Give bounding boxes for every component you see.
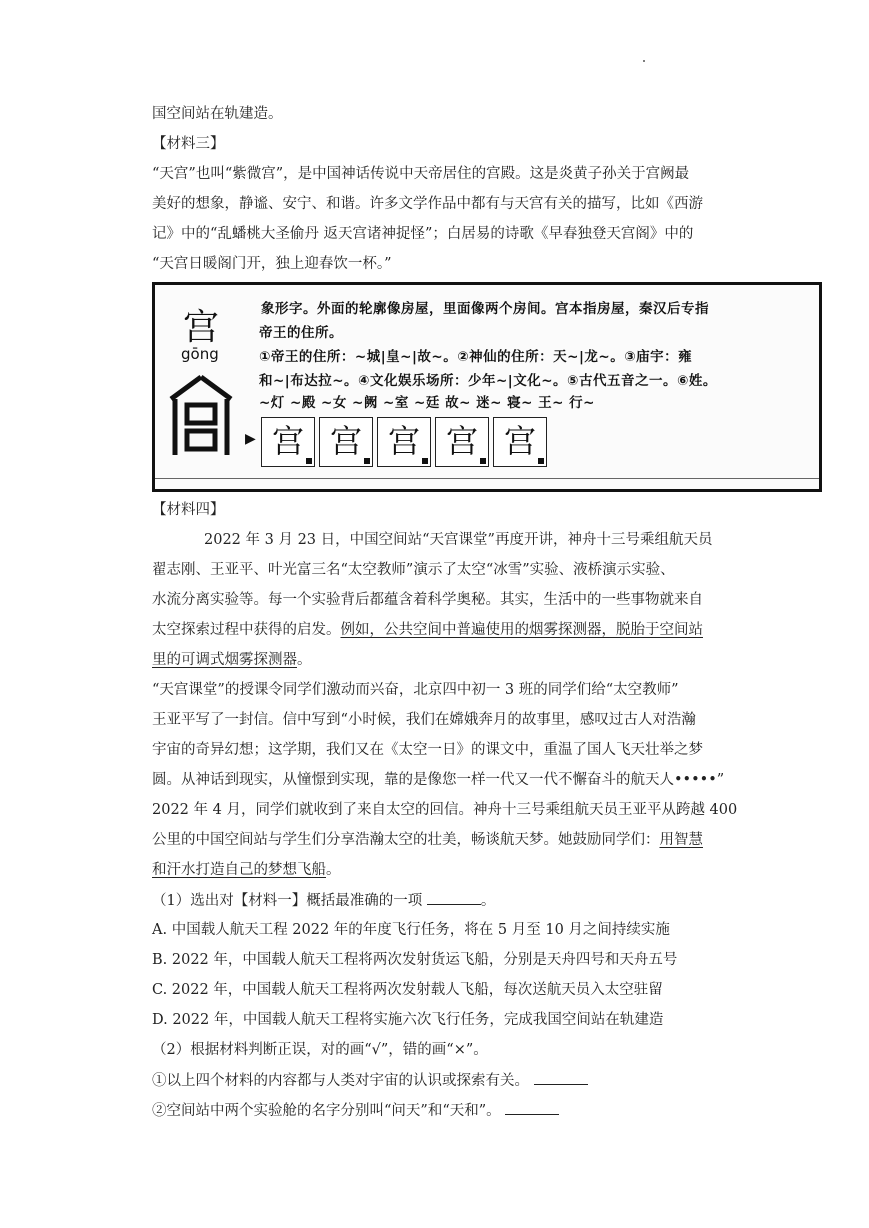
material4-line: 太空探索过程中获得的启发。例如，公共空间中普遍使用的烟雾探测器，脱胎于空间站 [152, 622, 703, 638]
material3-line: “天宫”也叫“紫微宫”，是中国神话传说中天帝居住的宫殿。这是炎黄子孙关于宫阙最 [152, 166, 690, 182]
page-mark [643, 60, 645, 62]
material4-heading: 【材料四】 [152, 502, 225, 518]
question-2-item: ①以上四个材料的内容都与人类对宇宙的认识或探索有关。 [152, 1070, 588, 1091]
material4-line: 2022 年 3 月 23 日，中国空间站“天宫课堂”再度开讲，神舟十三号乘组航天员 [204, 532, 713, 548]
ancient-palace-glyph-icon [165, 373, 237, 459]
material4-line: 和汗水打造自己的梦想飞船。 [152, 862, 341, 878]
material4-line: 公里的中国空间站与学生们分享浩瀚太空的壮美，畅谈航天梦。她鼓励同学们：用智慧 [152, 832, 703, 848]
material3-heading: 【材料三】 [152, 136, 225, 152]
option-a: A. 中国载人航天工程 2022 年的年度飞行任务，将在 5 月至 10 月之间持续实施 [152, 922, 670, 938]
material4-line: 翟志刚、王亚平、叶光富三名“太空教师”演示了太空“冰雪”实验、液桥演示实验、 [152, 562, 675, 578]
dictionary-definition: 象形字。外面的轮廓像房屋，里面像两个房间。宫本指房屋，秦汉后专指 [261, 301, 709, 317]
dictionary-meanings: ①帝王的住所：~城|皇~|故~。②神仙的住所：天~|龙~。③庙宇：雍 [259, 349, 693, 365]
glyph-evolution-stage: 宫 [261, 417, 315, 467]
answer-blank[interactable] [534, 1070, 588, 1085]
material4-line: 水流分离实验等。每一个实验背后都蕴含着科学奥秘。其实，生活中的一些事物就来自 [152, 592, 703, 608]
question-2-prompt: （2）根据材料判断正误，对的画“√”，错的画“×”。 [152, 1042, 488, 1058]
dictionary-meanings: 和~|布达拉~。④文化娱乐场所：少年~|文化~。⑤古代五音之一。⑥姓。 [259, 373, 717, 389]
dictionary-character: 宫 [183, 307, 220, 348]
material3-line: “天宫日暖阁门开，独上迎春饮一杯。” [152, 256, 392, 272]
continued-text: 国空间站在轨建造。 [152, 106, 283, 122]
material4-line: 王亚平写了一封信。信中写到“小时候，我们在嫦娥奔月的故事里，感叹过古人对浩瀚 [152, 712, 696, 728]
material4-line: 宇宙的奇异幻想；这学期，我们又在《太空一日》的课文中，重温了国人飞天壮举之梦 [152, 742, 703, 758]
material3-line: 美好的想象，静谧、安宁、和谐。许多文学作品中都有与天宫有关的描写，比如《西游 [152, 196, 703, 212]
material4-line: 里的可调式烟雾探测器。 [152, 652, 312, 668]
underlined-sentence: 和汗水打造自己的梦想飞船 [152, 862, 326, 878]
glyph-evolution-stage: 宫 [319, 417, 373, 467]
answer-blank[interactable] [427, 890, 481, 905]
glyph-evolution-stage: 宫 [493, 417, 547, 467]
glyph-evolution-stage: 宫 [435, 417, 489, 467]
underlined-sentence: 用智慧 [659, 832, 703, 848]
underlined-sentence: 里的可调式烟雾探测器 [152, 652, 297, 668]
material4-line: 2022 年 4 月，同学们就收到了来自太空的回信。神舟十三号乘组航天员王亚平从跨越 400 [152, 802, 738, 818]
question-2-item: ②空间站中两个实验舱的名字分别叫“问天”和“天和”。 [152, 1100, 559, 1121]
material4-line: 圆。从神话到现实，从憧憬到实现，靠的是像您一样一代又一代不懈奋斗的航天人•••••” [152, 772, 725, 788]
underlined-sentence: 例如，公共空间中普遍使用的烟雾探测器，脱胎于空间站 [340, 622, 703, 638]
question-1-prompt: （1）选出对【材料一】概括最准确的一项 。 [152, 890, 495, 911]
material4-line: “天宫课堂”的授课令同学们激动而兴奋，北京四中初一 3 班的同学们给“太空教师” [152, 682, 679, 698]
glyph-evolution-stage: 宫 [377, 417, 431, 467]
dictionary-entry-image [152, 282, 822, 492]
dictionary-compounds: ~灯 ~殿 ~女 ~阙 ~室 ~廷 故~ 迷~ 寝~ 王~ 行~ [259, 395, 595, 411]
image-bottom-border [155, 478, 819, 489]
material3-line: 记》中的“乱蟠桃大圣偷丹 返天宫诸神捉怪”；白居易的诗歌《早春独登天宫阁》中的 [152, 226, 694, 242]
dictionary-pinyin: gōng [181, 345, 219, 363]
option-d: D. 2022 年，中国载人航天工程将实施六次飞行任务，完成我国空间站在轨建造 [152, 1012, 664, 1028]
answer-blank[interactable] [505, 1100, 559, 1115]
option-c: C. 2022 年，中国载人航天工程将两次发射载人飞船，每次送航天员入太空驻留 [152, 982, 663, 998]
dictionary-definition: 帝王的住所。 [259, 325, 343, 341]
arrow-right-icon: ▶ [245, 431, 256, 447]
option-b: B. 2022 年，中国载人航天工程将两次发射货运飞船，分别是天舟四号和天舟五号 [152, 952, 678, 968]
